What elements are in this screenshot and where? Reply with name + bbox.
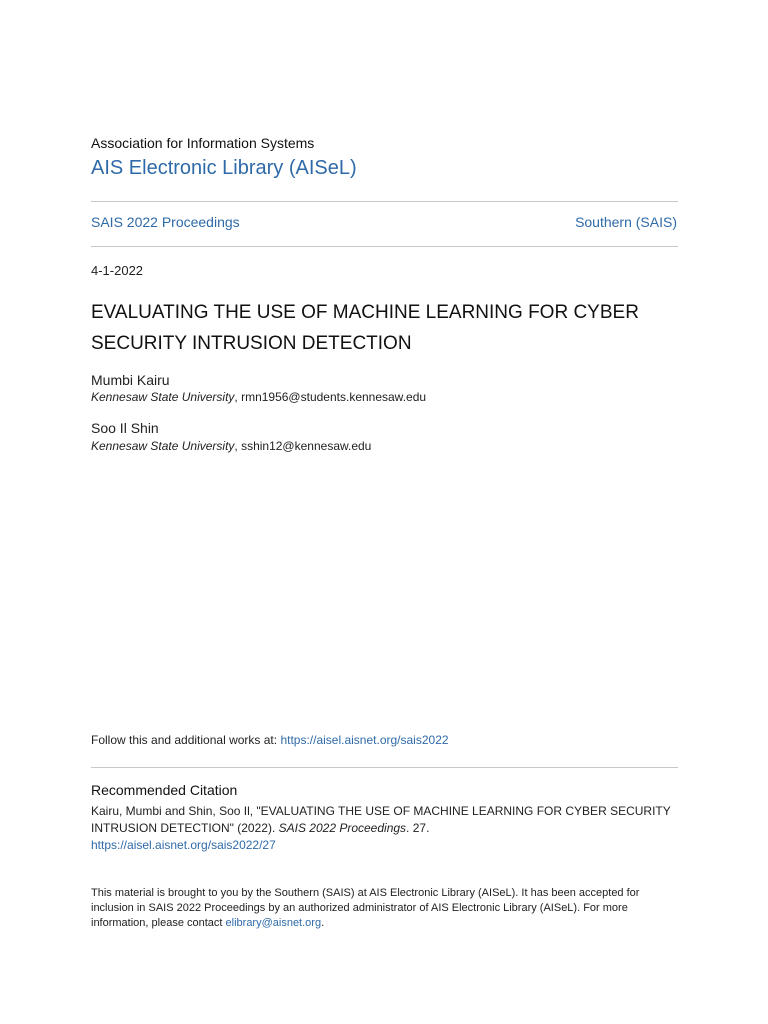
author-name: Mumbi Kairu <box>91 372 170 388</box>
footer-contact-prefix: information, please contact <box>91 917 226 929</box>
follow-works-line <box>91 733 449 747</box>
author-institution: Kennesaw State University <box>91 390 235 404</box>
paper-title-line-2: SECURITY INTRUSION DETECTION <box>91 333 412 354</box>
author-institution: Kennesaw State University <box>91 439 235 453</box>
citation-title-end: INTRUSION DETECTION" (2022). <box>91 821 279 835</box>
citation-number: . 27. <box>406 821 430 835</box>
citation-heading: Recommended Citation <box>91 782 238 798</box>
author-email: , rmn1956@students.kennesaw.edu <box>234 390 427 404</box>
follow-prefix: Follow this and additional works at: <box>91 733 281 747</box>
publication-date: 4-1-2022 <box>91 263 144 278</box>
collection-url-link[interactable]: https://aisel.aisnet.org/sais2022 <box>280 733 449 747</box>
citation-block <box>91 803 681 854</box>
author-email: , sshin12@kennesaw.edu <box>234 439 372 453</box>
citation-url-link[interactable]: https://aisel.aisnet.org/sais2022/27 <box>91 838 276 852</box>
footer-line-3 <box>91 916 681 931</box>
citation-line-2 <box>91 820 681 837</box>
footer-contact-suffix: . <box>321 917 325 929</box>
author-name: Soo Il Shin <box>91 420 159 436</box>
citation-line-1: Kairu, Mumbi and Shin, Soo Il, "EVALUATING THE USE OF MACHINE LEARNING FOR CYBER SECURITY <box>91 804 671 818</box>
organization-name: Association for Information Systems <box>91 135 315 151</box>
contact-email-link[interactable]: elibrary@aisnet.org <box>225 917 322 929</box>
footer-line-2: inclusion in SAIS 2022 Proceedings by an authorized administrator of AIS Electronic Library (AISeL). For more <box>91 902 628 914</box>
footer-line-1: This material is brought to you by the Southern (SAIS) at AIS Electronic Library (AISeL). It has been accepted for <box>91 887 640 899</box>
nav-divider <box>91 246 678 247</box>
top-divider <box>91 201 678 202</box>
region-link[interactable]: Southern (SAIS) <box>575 214 677 230</box>
paper-title <box>91 297 671 359</box>
author-affiliation <box>91 439 371 453</box>
citation-proceedings: SAIS 2022 Proceedings <box>278 821 407 835</box>
citation-divider <box>91 767 678 768</box>
author-affiliation <box>91 390 426 404</box>
footer-note <box>91 886 681 931</box>
paper-title-line-1: EVALUATING THE USE OF MACHINE LEARNING FOR CYBER <box>91 302 639 323</box>
proceedings-link[interactable]: SAIS 2022 Proceedings <box>91 214 240 230</box>
library-title-link[interactable]: AIS Electronic Library (AISeL) <box>91 157 357 179</box>
